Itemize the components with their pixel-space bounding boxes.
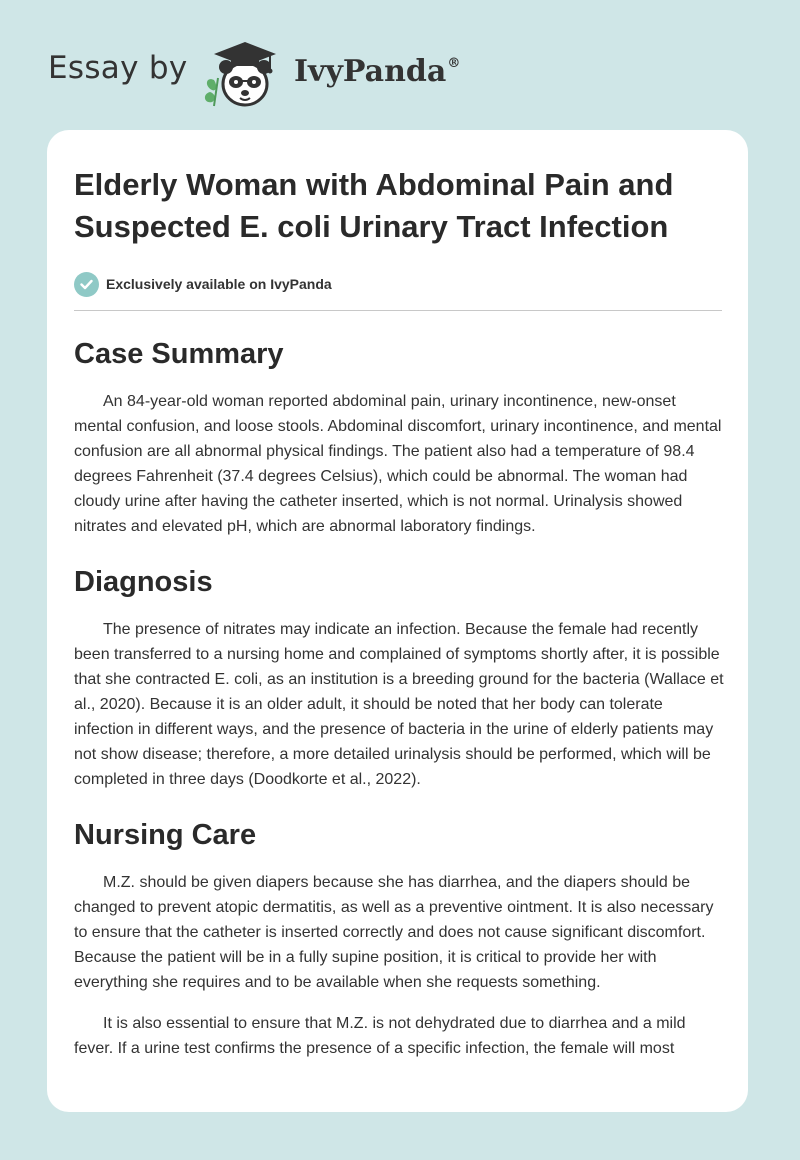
exclusive-badge [74,270,724,298]
divider [74,310,722,311]
section-paragraph: The presence of nitrates may indicate an infection. Because the female had recently been transferred to a nursing home and complained of symptoms shortly after, it is possible that she contracted E. coli, as an institution is a breeding ground for the bacteria (Wallace et al., 2020). Because it is an older adult, it should be noted that her body can tolerate infection in different ways, and the presence of bacteria in the urine of elderly patients may not show disease; therefore, a more detailed urinalysis should be performed, which will be completed in three days (Doodkorte et al., 2022). [74,621,724,788]
section-heading: Case Summary [74,338,284,370]
brand-text: IvyPanda [294,54,447,89]
essay-title: Elderly Woman with Abdominal Pain and Suspected E. coli Urinary Tract Infection [74,167,674,244]
panda-logo-icon[interactable] [200,36,278,110]
essay-content [74,164,724,1061]
section-paragraph: An 84-year-old woman reported abdominal pain, urinary incontinence, new-onset mental confusion, and loose stools. Abdominal discomfort, urinary incontinence, and mental confusion are all abnormal physical findings. The patient also had a temperature of 98.4 degrees Fahrenheit (37.4 degrees Celsius), which could be abnormal. The woman had cloudy urine after having the catheter inserted, which is not normal. Urinalysis showed nitrates and elevated pH, which are abnormal laboratory findings. [74,393,722,535]
section-paragraph: It is also essential to ensure that M.Z. is not dehydrated due to diarrhea and a mild fever. If a urine test confirms the presence of a specific infection, the female will most [74,1015,686,1057]
exclusive-label: Exclusively available on IvyPanda [106,276,332,292]
section-heading: Nursing Care [74,819,257,851]
check-icon [74,272,99,297]
section-heading: Diagnosis [74,566,213,598]
section-paragraph: M.Z. should be given diapers because she has diarrhea, and the diapers should be changed to prevent atopic dermatitis, as well as a preventive ointment. It is also necessary to ensure that the catheter is inserted correctly and does not cause significant discomfort. Because the patient will be in a fully supine position, it is critical to provide her with everything she requires and to be available when she requests something. [74,874,714,991]
essay-card [47,130,748,1112]
brand-name[interactable] [294,54,460,89]
site-header [48,30,748,110]
essay-by-label: Essay by [48,50,188,86]
registered-mark: ® [447,56,461,71]
